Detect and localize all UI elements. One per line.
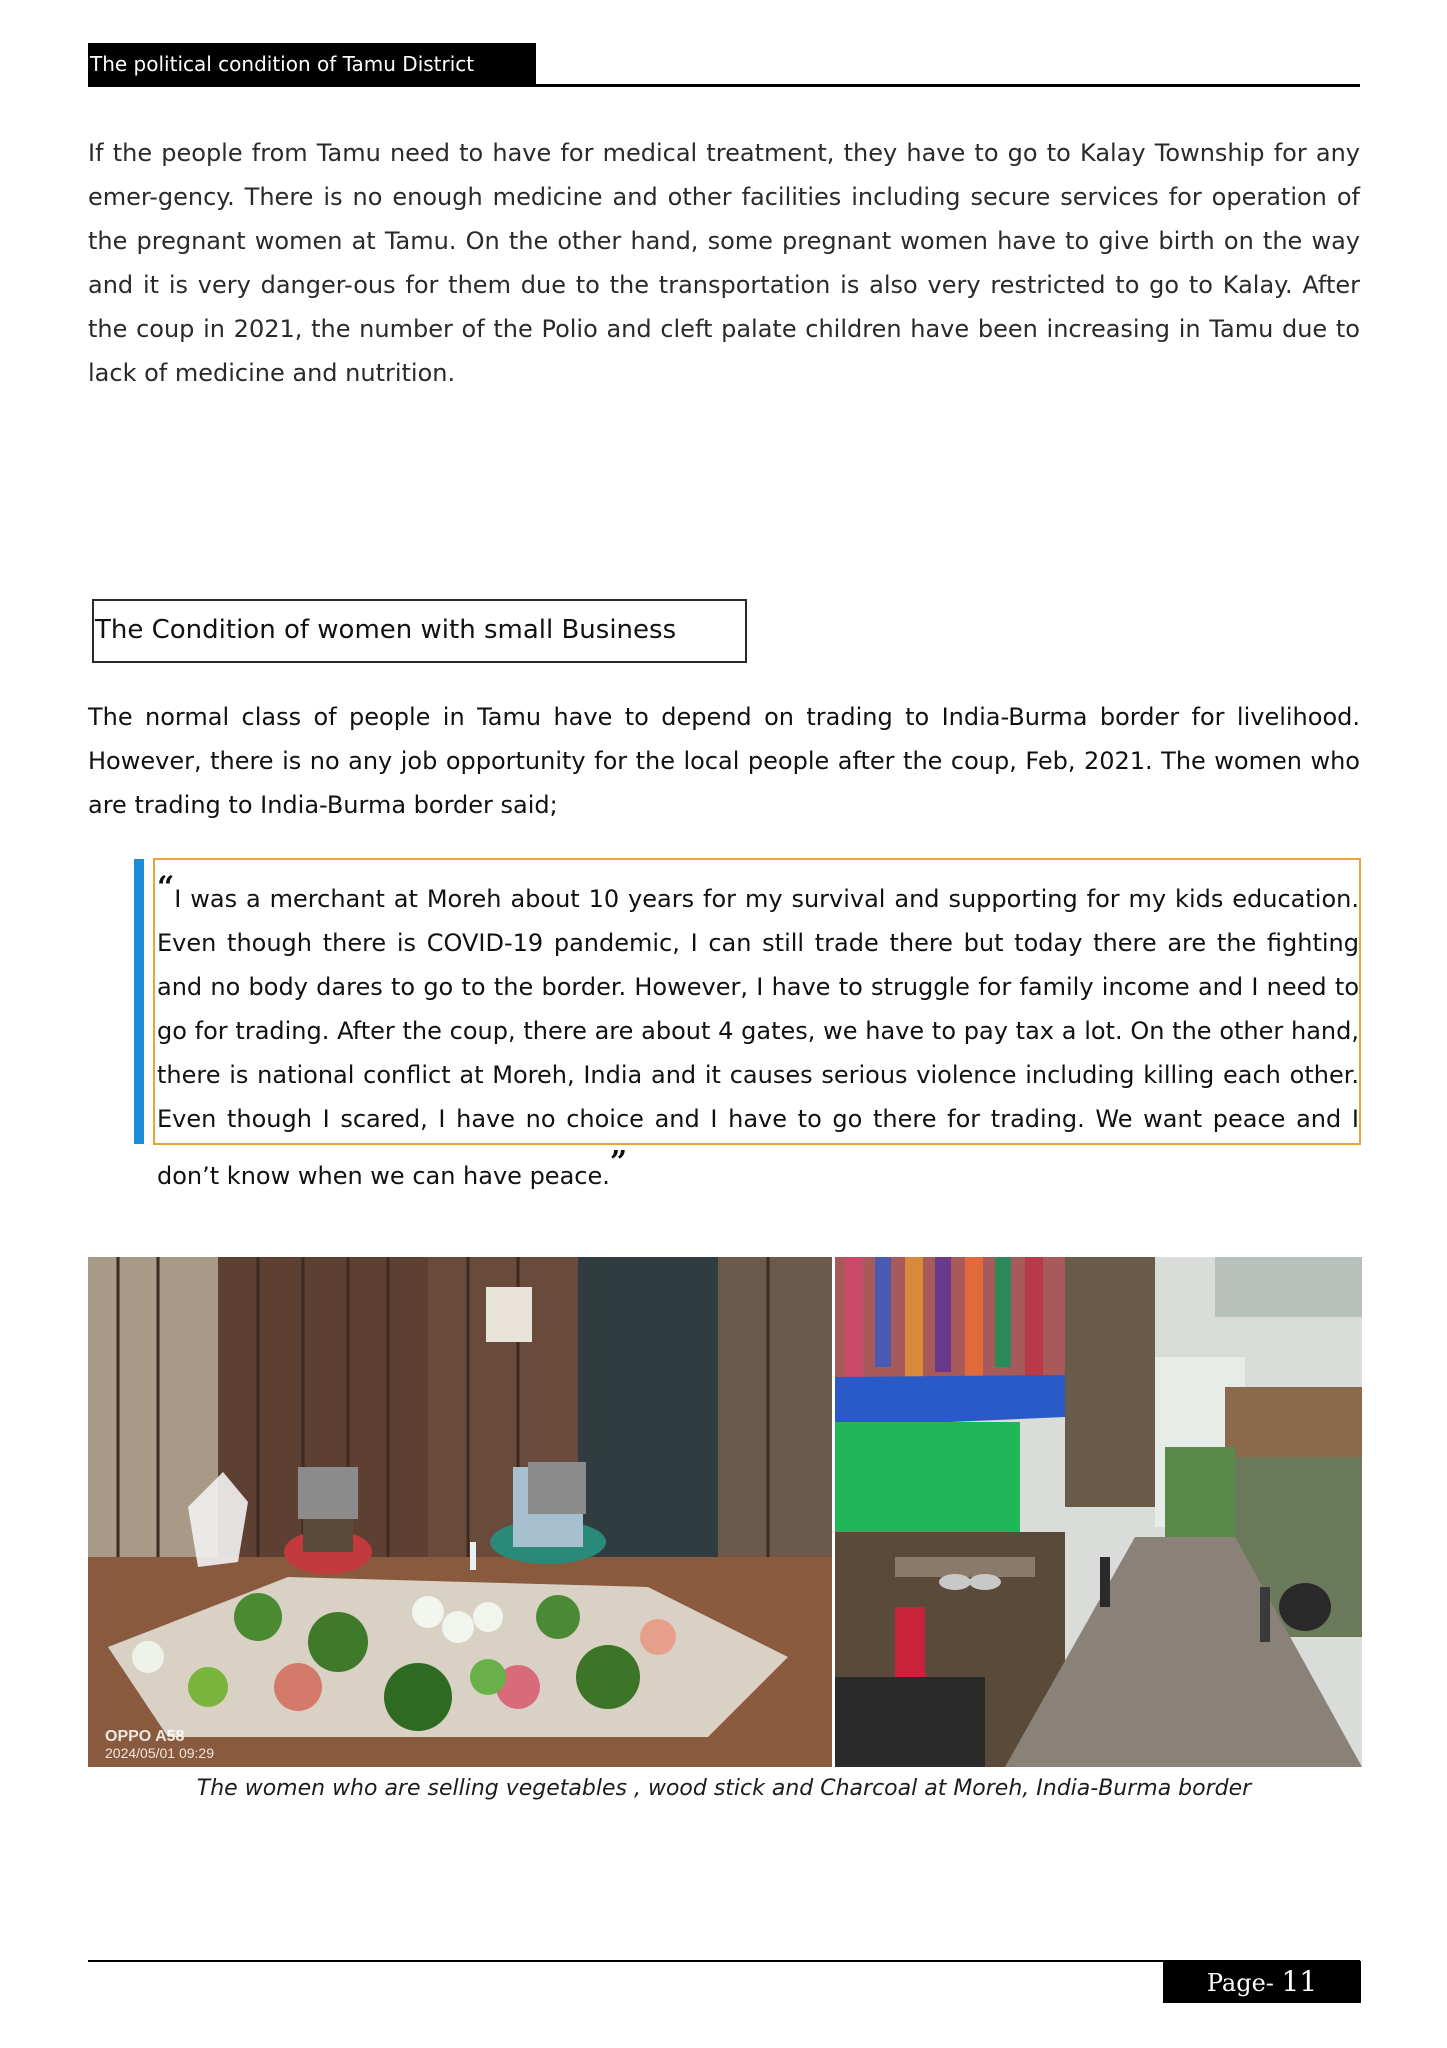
running-header: The political condition of Tamu District — [88, 43, 536, 86]
photo-vegetable-sellers — [88, 1257, 832, 1767]
section-heading: The Condition of women with small Business — [92, 599, 747, 663]
camera-watermark — [105, 1729, 214, 1761]
photo-caption: The women who are selling vegetables , wood stick and Charcoal at Moreh, India-Burma border — [196, 1776, 1252, 1801]
page-label: Page- — [1206, 1969, 1274, 1997]
body-paragraph-medical: If the people from Tamu need to have for medical treatment, they have to go to Kalay Township for any emer-gency. There is no enough medicine and other facilities including secure services for operation of the pregnant women at Tamu. On the other hand, some pregnant women have to give birth on the way and it is very danger-ous for them due to the transportation is also very restricted to go to Kalay. After the coup in 2021, the number of the Polio and cleft palate children have been increasing in Tamu due to lack of medicine and nutrition. — [88, 139, 1360, 387]
page-number: 11 — [1281, 1965, 1318, 1998]
photo-market-street — [835, 1257, 1362, 1767]
open-quote-mark: “ — [157, 870, 175, 905]
vegetable-market-illustration — [88, 1257, 832, 1767]
quote-text: I was a merchant at Moreh about 10 years for my survival and supporting for my kids education. Even though there is COVID-19 pandemic, I can still trade there but today there are the fighting and no body dares to go to the border. However, I have to struggle for family income and I need to go for trading. After the coup, there are about 4 gates, we have to pay tax a lot. On the other hand, there is national conflict at Moreh, India and it causes serious violence including killing each other. Even though I scared, I have no choice and I have to go there for trading. We want peace and I don’t know when we can have peace. — [157, 885, 1359, 1190]
body-paragraph-trading: The normal class of people in Tamu have to depend on trading to India-Burma border for livelihood. However, there is no any job opportunity for the local people after the coup, Feb, 2021. The women who are trading to India-Burma border said; — [88, 703, 1360, 819]
camera-timestamp: 2024/05/01 09:29 — [105, 1745, 214, 1761]
quote-accent-bar — [134, 859, 144, 1144]
page-number-tab — [1163, 1961, 1361, 2003]
market-street-illustration — [835, 1257, 1362, 1767]
testimony-quote — [157, 866, 1359, 1198]
camera-model: OPPO A58 — [105, 1728, 185, 1745]
close-quote-mark: ” — [609, 1145, 628, 1180]
testimony-quote-box — [153, 858, 1361, 1190]
header-rule — [88, 84, 1360, 87]
